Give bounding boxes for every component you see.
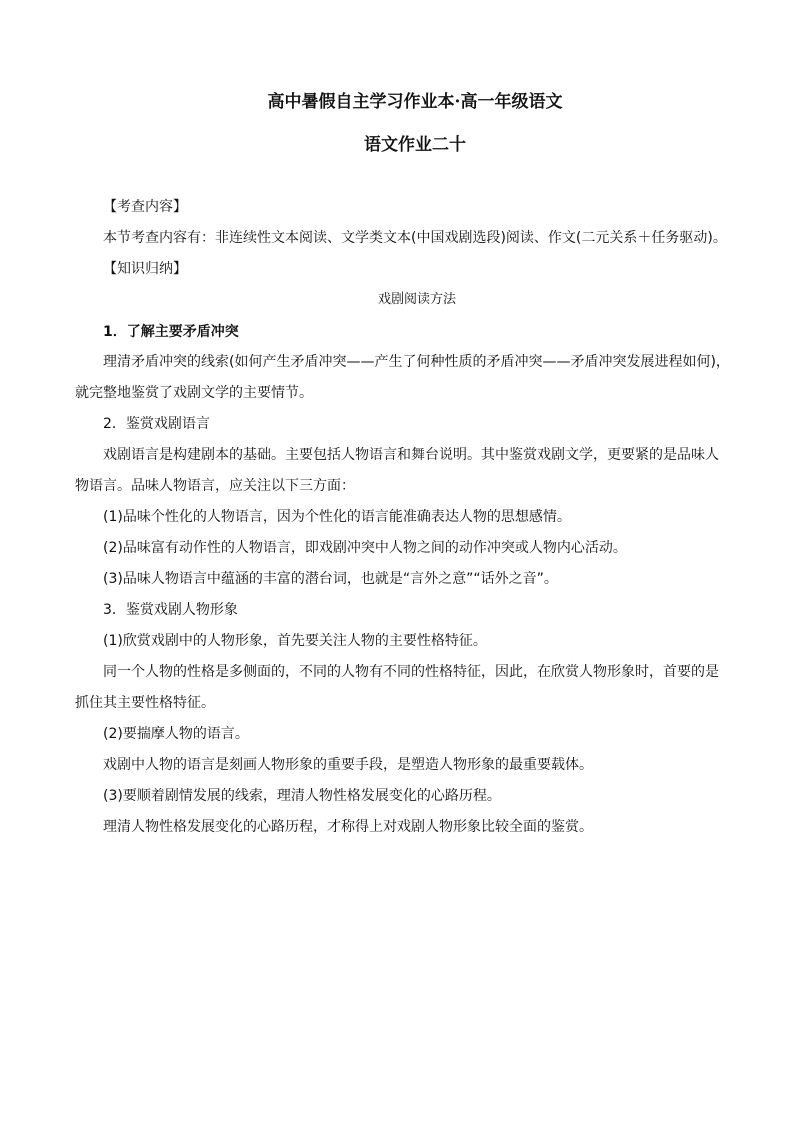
scope-text: 本节考查内容有：非连续性文本阅读、文学类文本(中国戏剧选段)阅读、作文(二元关系＋任务驱动)。 (103, 230, 727, 246)
point3-item: (3)要顺着剧情发展的线索，理清人物性格发展变化的心路历程。 (103, 788, 501, 804)
point2-paragraph-line: 物语言。品味人物语言，应关注以下三方面： (75, 478, 355, 494)
point2-heading: 2．鉴赏戏剧语言 (103, 416, 210, 432)
point2-item: (2)品味富有动作性的人物语言，即戏剧冲突中人物之间的动作冲突或人物内心活动。 (103, 540, 627, 556)
point3-paragraph-line: 同一个人物的性格是多侧面的，不同的人物有不同的性格特征，因此，在欣赏人物形象时，首要的是 (103, 664, 719, 680)
point1-paragraph-line: 就完整地鉴赏了戏剧文学的主要情节。 (75, 385, 313, 401)
knowledge-heading: 【知识归纳】 (103, 261, 187, 277)
point3-paragraph: 理清人物性格发展变化的心路历程，才称得上对戏剧人物形象比较全面的鉴赏。 (103, 819, 593, 835)
scope-heading: 【考查内容】 (103, 199, 187, 215)
point3-paragraph-line: 抓住其主要性格特征。 (75, 695, 215, 711)
page-subtitle: 语文作业二十 (364, 135, 466, 155)
point2-item: (3)品味人物语言中蕴涵的丰富的潜台词，也就是“言外之意”“话外之音”。 (103, 571, 558, 587)
point3-heading: 3．鉴赏戏剧人物形象 (103, 602, 238, 618)
point3-item: (2)要揣摩人物的语言。 (103, 726, 249, 742)
point2-paragraph-line: 戏剧语言是构建剧本的基础。主要包括人物语言和舞台说明。其中鉴赏戏剧文学，更要紧的是品味人 (103, 447, 719, 463)
point3-paragraph: 戏剧中人物的语言是刻画人物形象的重要手段，是塑造人物形象的最重要载体。 (103, 757, 593, 773)
point1-heading: 1．了解主要矛盾冲突 (103, 324, 239, 340)
point1-paragraph-line: 理清矛盾冲突的线索(如何产生矛盾冲突——产生了何种性质的矛盾冲突——矛盾冲突发展进程如何)， (103, 354, 730, 370)
method-title: 戏剧阅读方法 (377, 292, 456, 307)
page-title: 高中暑假自主学习作业本·高一年级语文 (267, 92, 563, 112)
point2-item: (1)品味个性化的人物语言，因为个性化的语言能准确表达人物的思想感情。 (103, 509, 571, 525)
point3-item: (1)欣赏戏剧中的人物形象，首先要关注人物的主要性格特征。 (103, 633, 487, 649)
